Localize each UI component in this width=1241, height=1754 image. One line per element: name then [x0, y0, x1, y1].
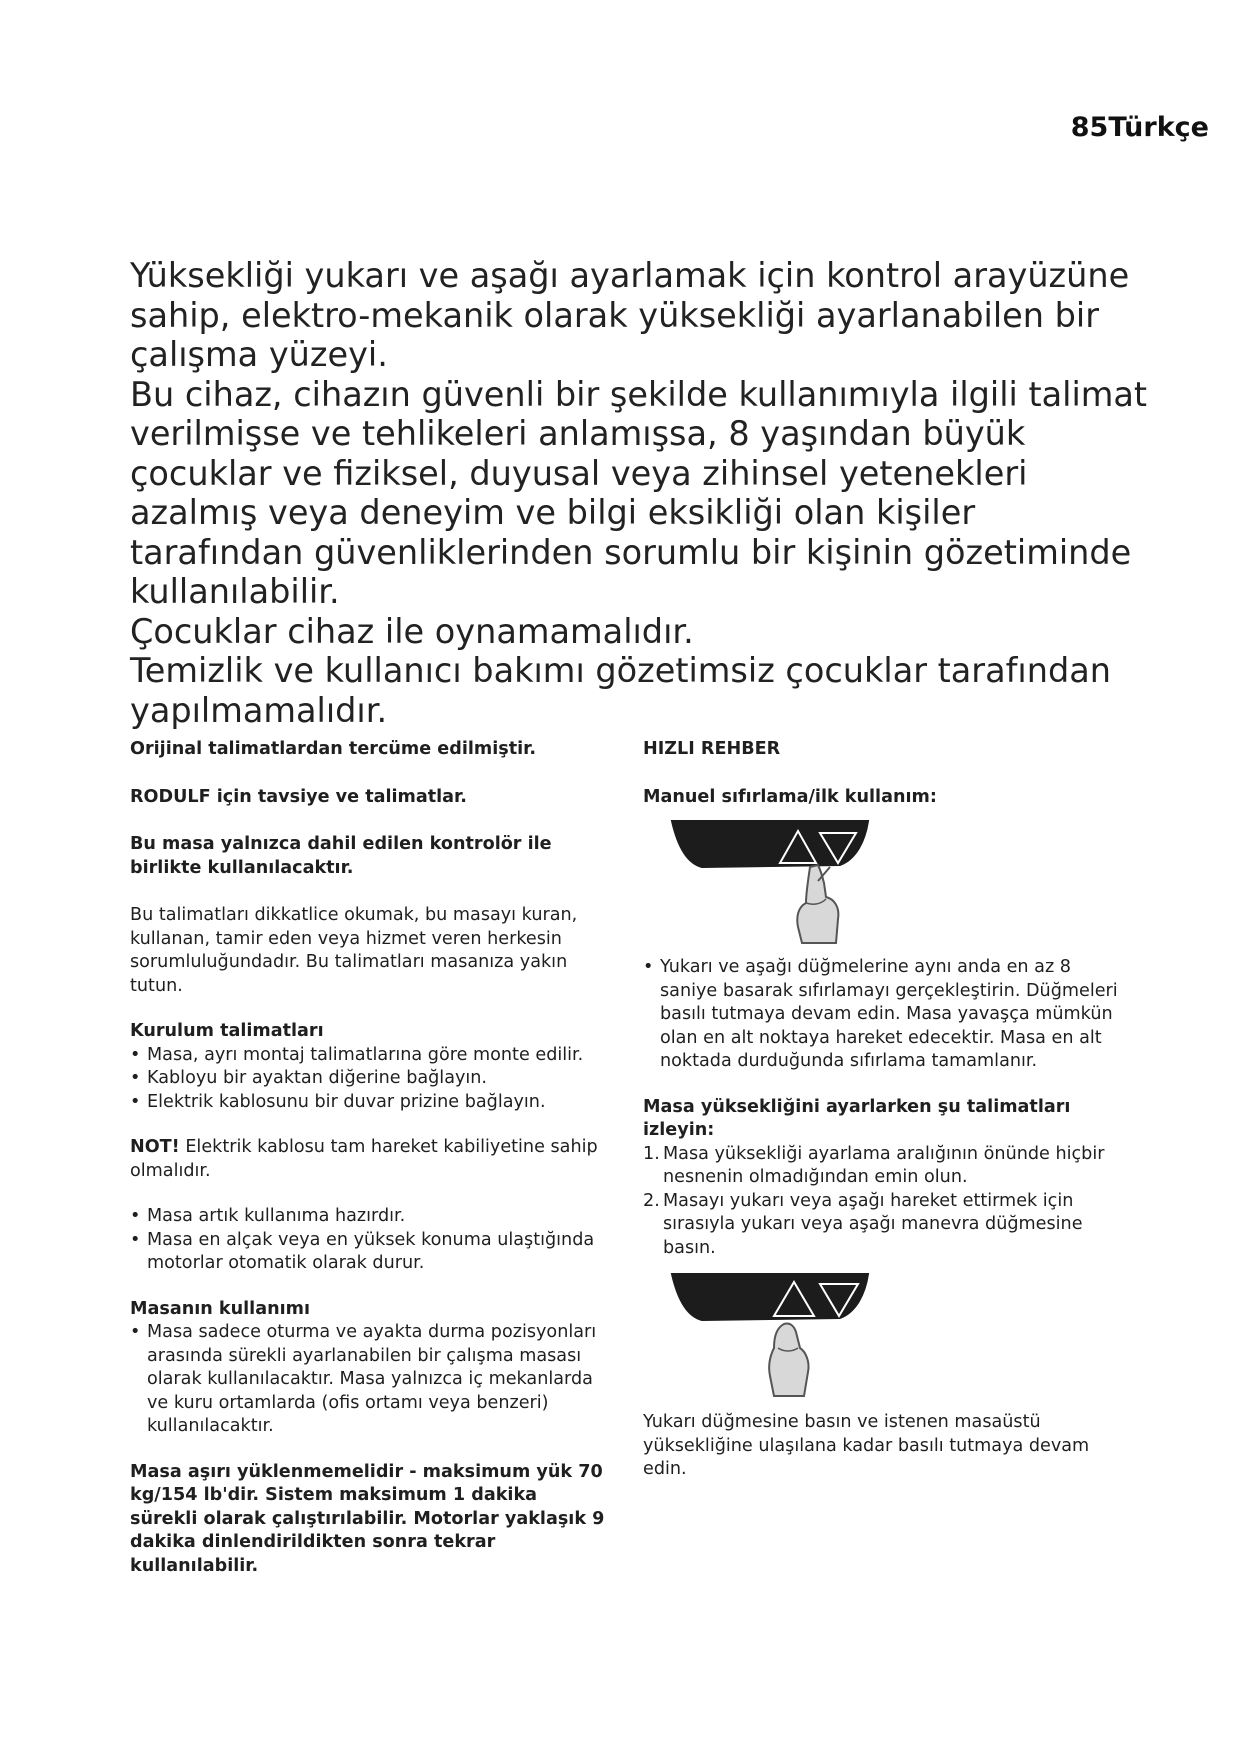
document-title: RODULF için tavsiye ve talimatlar.	[130, 786, 467, 807]
intro-section	[130, 256, 1150, 730]
list-item: • Masa, ayrı montaj talimatlarına göre monte edilir.	[130, 1044, 610, 1068]
note-label: NOT!	[130, 1137, 180, 1157]
list-item: • Yukarı ve aşağı düğmelerine aynı anda en az 8 saniye basarak sıfırlamayı gerçekleştirin. Düğmeleri basılı tutmaya devam edin. Masa yavaşça mümkün olan en alt noktaya hareket edecektir. Masa en alt noktada durduğunda sıfırlama tamamlanır.	[643, 956, 1121, 1074]
list-item: • Elektrik kablosunu bir duvar prizine bağlayın.	[130, 1091, 610, 1115]
reset-heading: Manuel sıfırlama/ilk kullanım:	[643, 786, 937, 807]
cable-note	[130, 1136, 610, 1183]
reset-list	[643, 956, 1121, 1074]
usage-list	[130, 1321, 610, 1439]
ready-list	[130, 1205, 610, 1276]
left-column	[130, 738, 610, 1578]
read-note: Bu talimatları dikkatlice okumak, bu masayı kuran, kullanan, tamir eden veya hizmet veren herkesin sorumluluğundadır. Bu talimatları masanıza yakın tutun.	[130, 905, 578, 996]
finger-icon	[769, 1323, 808, 1396]
intro-paragraph: Çocuklar cihaz ile oynamamalıdır.	[130, 611, 694, 651]
intro-paragraph: Temizlik ve kullanıcı bakımı gözetimsiz çocuklar tarafından yapılmamalıdır.	[130, 651, 1111, 730]
usage-heading: Masanın kullanımı	[130, 1298, 311, 1319]
control-panel-both-press-illustration	[670, 819, 870, 944]
note-text: Elektrik kablosu tam hareket kabiliyetine sahip olmalıdır.	[130, 1137, 598, 1181]
overload-warning: Masa aşırı yüklenmemelidir - maksimum yük 70 kg/154 lb'dir. Sistem maksimum 1 dakika sürekli olarak çalıştırılabilir. Motorlar yaklaşık 9 dakika dinlendirildikten sonra tekrar kullanılabilir.	[130, 1461, 605, 1576]
adjust-heading: Masa yüksekliğini ayarlarken şu talimatları izleyin:	[643, 1096, 1071, 1140]
translation-note: Orijinal talimatlardan tercüme edilmiştir.	[130, 739, 537, 759]
right-column	[643, 738, 1121, 1482]
list-item: • Masa en alçak veya en yüksek konuma ulaştığında motorlar otomatik olarak durur.	[130, 1229, 610, 1276]
list-item: • Masa sadece oturma ve ayakta durma pozisyonları arasında sürekli ayarlanabilen bir çalışma masası olarak kullanılacaktır. Masa yalnızca iç mekanlarda ve kuru ortamlarda (ofis ortamı veya benzeri) kullanılacaktır.	[130, 1321, 610, 1439]
install-list	[130, 1044, 610, 1115]
install-heading: Kurulum talimatları	[130, 1021, 324, 1041]
list-item: 1. Masa yüksekliği ayarlama aralığının önünde hiçbir nesnenin olmadığından emin olun.	[643, 1143, 1105, 1187]
controller-note: Bu masa yalnızca dahil edilen kontrolör ile birlikte kullanılacaktır.	[130, 834, 552, 878]
list-item: 2. Masayı yukarı veya aşağı hareket ettirmek için sırasıyla yukarı veya aşağı manevra düğmesine basın.	[643, 1190, 1083, 1258]
adjust-steps	[643, 1143, 1121, 1261]
list-item: • Masa artık kullanıma hazırdır.	[130, 1205, 610, 1229]
finger-icon	[797, 865, 838, 943]
intro-paragraph: Bu cihaz, cihazın güvenli bir şekilde kullanımıyla ilgili talimat verilmişse ve tehlikeleri anlamışsa, 8 yaşından büyük çocuklar ve fiziksel, duyusal veya zihinsel yetenekleri azalmış veya deneyim ve bilgi eksikliği olan kişiler tarafından güvenliklerinden sorumlu bir kişinin gözetiminde kullanılabilir.	[130, 374, 1148, 611]
list-item: • Kabloyu bir ayaktan diğerine bağlayın.	[130, 1067, 610, 1091]
quick-guide-heading: HIZLI REHBER	[643, 739, 781, 759]
page-header: 85Türkçe	[1070, 112, 1209, 143]
intro-paragraph: Yüksekliği yukarı ve aşağı ayarlamak için kontrol arayüzüne sahip, elektro-mekanik olarak yüksekliği ayarlanabilen bir çalışma yüzeyi.	[130, 256, 1130, 374]
control-panel-up-press-illustration	[670, 1272, 870, 1397]
hold-note: Yukarı düğmesine basın ve istenen masaüstü yüksekliğine ulaşılana kadar basılı tutmaya devam edin.	[643, 1412, 1090, 1479]
